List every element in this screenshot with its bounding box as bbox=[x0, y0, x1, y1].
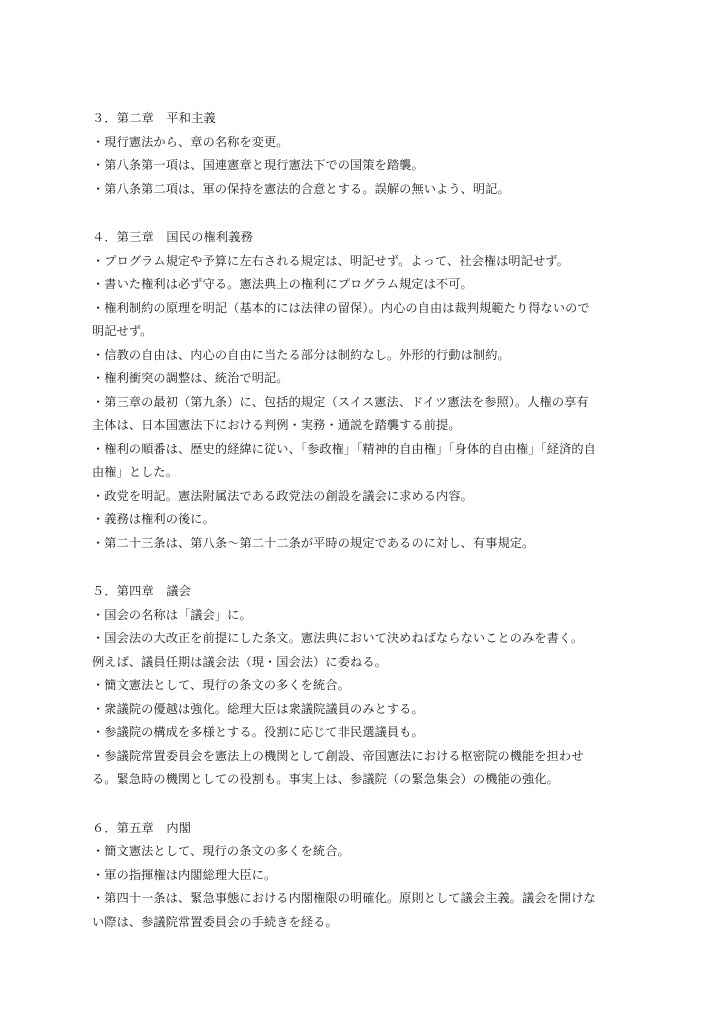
section-heading: ３．第二章 平和主義 bbox=[92, 111, 216, 125]
list-item: ・義務は権利の後に。 bbox=[92, 512, 215, 526]
list-item: ・参議院の構成を多様とする。役割に応じて非民選議員も。 bbox=[92, 725, 424, 739]
list-item: ・権利の順番は、歴史的経緯に従い、「参政権」「精神的自由権」「身体的自由権」「経済的自 由権」とした。 bbox=[92, 441, 596, 479]
list-item: ・現行憲法から、章の名称を変更。 bbox=[92, 134, 289, 149]
list-item: ・第三章の最初（第九条）に、包括的規定（スイス憲法、ドイツ憲法を参照）。人権の享有 主体は、日本国憲法下における判例・実務・通説を踏襲する前提。 bbox=[92, 394, 589, 432]
section-chapter-2 bbox=[92, 107, 632, 201]
section-chapter-4 bbox=[92, 580, 632, 792]
list-item: ・権利衝突の調整は、統治で明記。 bbox=[92, 371, 289, 385]
list-item: ・参議院常置委員会を憲法上の機関として創設、帝国憲法における枢密院の機能を担わせ る。緊急時の機関としての役割も。事実上は、参議院（の緊急集会）の機能の強化。 bbox=[92, 748, 584, 786]
section-heading: ４．第三章 国民の権利義務 bbox=[92, 230, 254, 244]
list-item: ・国会法の大改正を前提にした条文。憲法典において決めねばならないことのみを書く。 例えば、議員任期は議会法（現・国会法）に委ねる。 bbox=[92, 631, 584, 669]
list-item: ・国会の名称は「議会」に。 bbox=[92, 607, 252, 622]
list-item: ・衆議院の優越は強化。総理大臣は衆議院議員のみとする。 bbox=[92, 701, 424, 716]
section-chapter-5 bbox=[92, 817, 632, 935]
list-item: ・プログラム規定や予算に左右される規定は、明記せず。よって、社会権は明記せず。 bbox=[92, 253, 569, 268]
list-item: ・簡文憲法として、現行の条文の多くを統合。 bbox=[92, 844, 350, 858]
section-heading: ５．第四章 議会 bbox=[92, 584, 192, 598]
list-item: ・第八条第一項は、国連憲章と現行憲法下での国策を踏襲。 bbox=[92, 158, 424, 172]
list-item: ・第二十三条は、第八条〜第二十二条が平時の規定であるのに対し、有事規定。 bbox=[92, 535, 535, 550]
list-item: ・第八条第二項は、軍の保持を憲法的合意とする。誤解の無いよう、明記。 bbox=[92, 181, 510, 196]
list-item: ・信教の自由は、内心の自由に当たる部分は制約なし。外形的行動は制約。 bbox=[92, 347, 510, 362]
section-chapter-3 bbox=[92, 226, 632, 555]
list-item: ・軍の指揮権は内閣総理大臣に。 bbox=[92, 867, 277, 882]
list-item: ・政党を明記。憲法附属法である政党法の創設を議会に求める内容。 bbox=[92, 488, 473, 503]
list-item: ・書いた権利は必ず守る。憲法典上の権利にプログラム規定は不可。 bbox=[92, 277, 473, 291]
list-item: ・第四十一条は、緊急事態における内閣権限の明確化。原則として議会主義。議会を開けな い際は、参議院常置委員会の手続きを経る。 bbox=[92, 891, 596, 929]
list-item: ・簡文憲法として、現行の条文の多くを統合。 bbox=[92, 678, 350, 692]
document-page bbox=[92, 107, 632, 959]
section-heading: ６．第五章 内閣 bbox=[92, 820, 192, 835]
list-item: ・権利制約の原理を明記（基本的には法律の留保）。内心の自由は裁判規範たり得ないので 明記せず。 bbox=[92, 300, 590, 338]
